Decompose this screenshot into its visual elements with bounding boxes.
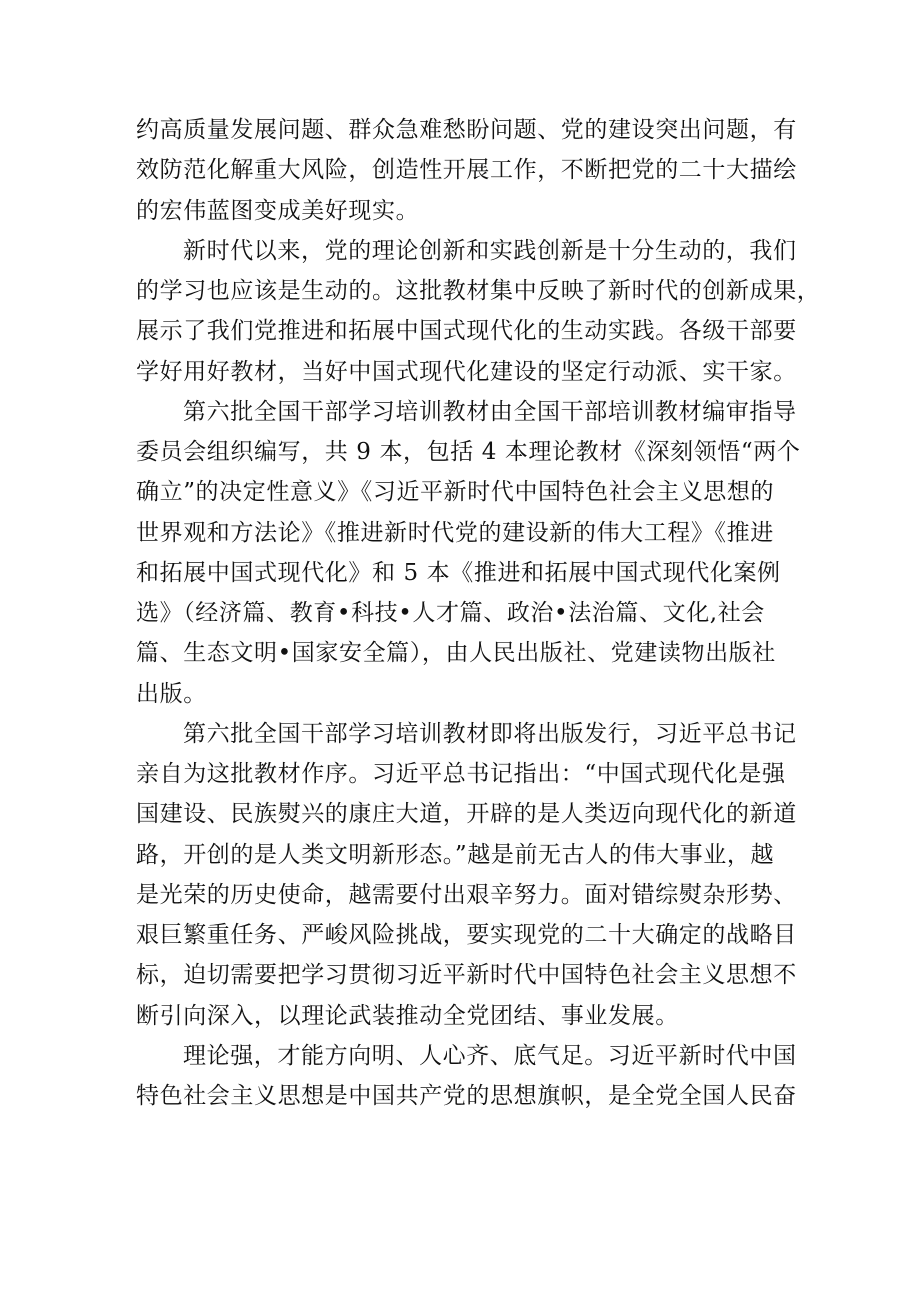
text-line: 艰巨繁重任务、严峻风险挑战，要实现党的二十大确定的战略目	[136, 922, 797, 948]
text-line: 标，迫切需要把学习贯彻习近平新时代中国特色社会主义思想不	[136, 962, 797, 989]
text-line: 篇、生态文明•国家安全篇），由人民出版社、党建读物出版社	[136, 640, 776, 667]
text-line: 亲自为这批教材作序。习近平总书记指出：“中国式现代化是强	[136, 761, 786, 787]
paragraph-5	[136, 1036, 796, 1117]
text-line: 世界观和方法论》《推进新时代党的建设新的伟大工程》《推进	[136, 519, 774, 546]
text-line: 委员会组织编写，共 9 本，包括 4 本理论教材《深刻领悟“两个	[136, 439, 801, 465]
text-line: 选》（经济篇、教育•科技•人才篇、政治•法治篇、文化,社会	[136, 600, 765, 626]
text-line: 新时代以来，党的理论创新和实践创新是十分生动的，我们	[183, 237, 797, 264]
text-line: 第六批全国干部学习培训教材由全国干部培训教材编审指导	[183, 398, 797, 425]
text-line: 展示了我们党推进和拓展中国式现代化的生动实践。各级干部要	[136, 318, 797, 345]
text-line: 国建设、民族熨兴的康庄大道，开辟的是人类迈向现代化的新道	[136, 801, 797, 828]
text-line: 路，开创的是人类文明新形态。”越是前无古人的伟大事业，越	[136, 841, 775, 868]
text-line: 出版。	[136, 680, 207, 707]
paragraph-2	[136, 231, 821, 392]
text-line: 断引向深入，以理论武装推动全党团结、事业发展。	[136, 1002, 679, 1029]
text-line: 约高质量发展问题、群众急难愁盼问题、党的建设突出问题，有	[136, 117, 797, 143]
text-line: 的宏伟蓝图变成美好现实。	[136, 197, 420, 224]
text-line: 是光荣的历史使命，越需要付出艰辛努力。面对错综熨杂形势、	[136, 881, 797, 908]
text-line: 理论强，才能方向明、人心齐、底气足。习近平新时代中国	[183, 1042, 797, 1069]
text-line: 效防范化解重大风险，创造性开展工作，不断把党的二十大描绘	[136, 157, 797, 184]
paragraph-4	[136, 714, 796, 1036]
text-line: 第六批全国干部学习培训教材即将出版发行，习近平总书记	[183, 720, 797, 747]
article-body	[136, 110, 821, 1116]
text-line: 学好用好教材，当好中国式现代化建设的坚定行动派、实干家。	[136, 358, 797, 385]
text-line: 特色社会主义思想是中国共产党的思想旗帜，是全党全国人民奋	[136, 1083, 797, 1109]
text-line: 和拓展中国式现代化》和 5 本《推进和拓展中国式现代化案例	[136, 559, 781, 586]
text-line: 确立”的决定性意义》《习近平新时代中国特色社会主义思想的	[136, 479, 775, 506]
paragraph-3	[136, 392, 801, 714]
paragraph-1	[136, 110, 796, 231]
text-line: 的学习也应该是生动的。这批教材集中反映了新时代的创新成果，	[136, 278, 821, 304]
